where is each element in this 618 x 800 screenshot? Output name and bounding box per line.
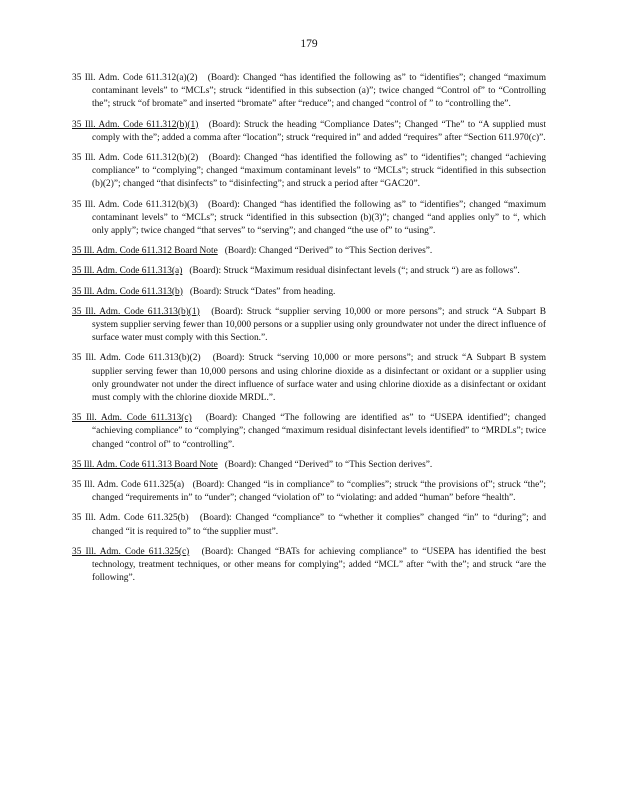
amendment-entry [72, 265, 546, 278]
entry-citation: 35 Ill. Adm. Code 611.313(b) [72, 286, 183, 297]
amendment-entry [72, 152, 546, 192]
entry-text: (Board): Struck “Dates” from heading. [189, 286, 336, 297]
entry-text: (Board): Changed “is in compliance” to “complies”; struck “the provisions of”; struck “the”; changed “requirements in” to “under”; changed “violation of” to “violating: and added “human” before “health”. [92, 480, 547, 504]
entry-text: (Board): Struck the heading “Compliance Dates”; Changed “The” to “A supplied must comply with the”; added a comma after “location”; struck “required in” and added “requires” after “Section 611.970(c)”. [92, 119, 546, 143]
entry-text: (Board): Changed “has identified the following as” to “identifies”; changed “maximum contaminant levels” to “MCLs”; struck “identified in this subsection (a)”; twice changed “Control of” to “Controlling the”; struck “of bromate” and inserted “bromate” after “reduce”; and changed “control of ” to “controlling the”. [92, 73, 546, 110]
entry-citation: 35 Ill. Adm. Code 611.312 Board Note [72, 246, 218, 257]
amendment-entry [72, 459, 546, 472]
entry-citation: 35 Ill. Adm. Code 611.325(b) [72, 513, 189, 524]
entry-text: (Board): Struck “supplier serving 10,000 or more persons”; and struck “A Subpart B system supplier serving fewer than 10,000 persons or a supplier using only groundwater not under the direct influence of surface water must comply with this Section.”. [92, 306, 546, 344]
entry-citation: 35 Ill. Adm. Code 611.312(b)(1) [72, 119, 199, 130]
entry-text: (Board): Changed “The following are identified as” to “USEPA identified”; changed “achieving compliance” to “complying”; changed “maximum residual disinfectant levels identified” to “MRDLs”; twice changed “control of” to “controlling”. [92, 413, 546, 450]
amendment-entry [72, 245, 546, 258]
entry-citation: 35 Ill. Adm. Code 611.313 Board Note [72, 459, 218, 470]
amendment-entry [72, 352, 546, 405]
amendment-entry [72, 199, 546, 239]
amendment-entry [72, 306, 546, 346]
amendment-entry [72, 512, 546, 538]
entry-citation: 35 Ill. Adm. Code 611.313(b)(1) [72, 306, 200, 317]
entry-text: (Board): Changed “has identified the following as” to “identifies”; changed “achieving compliance” to “complying”; changed “maximum contaminant levels” to “MCLs”; struck “identified in this subsection (b)(2)”; changed “that disinfects” to “disinfecting”; and struck a period after “GAC20”. [92, 153, 547, 190]
amendment-entry [72, 119, 546, 145]
entry-text: (Board): Changed “BATs for achieving compliance” to “USEPA has identified the best technology, treatment techniques, or other means for complying”; added “MCL” after “with the”; and struck “are the following”. [92, 546, 547, 584]
entry-citation: 35 Ill. Adm. Code 611.312(a)(2) [72, 73, 198, 83]
entry-text: (Board): Changed “has identified the following as” to “identifies”; changed “maximum contaminant levels” to “MCLs”; struck “identified in this subsection (b)(3)”; changed “and applies only” to “, which only apply”; twice changed “that serves” to “serving”; and changed “the use of” to “using”. [92, 199, 546, 237]
amendment-entry [72, 72, 546, 112]
amendment-list [72, 72, 546, 593]
entry-text: (Board): Changed “compliance” to “whether it complies” changed “in” to “during”; and changed “it is required to” to “the supplier must”. [92, 513, 547, 537]
entry-citation: 35 Ill. Adm. Code 611.325(a) [72, 480, 185, 491]
entry-text: (Board): Changed “Derived” to “This Section derives”. [224, 459, 433, 470]
entry-citation: 35 Ill. Adm. Code 611.313(b)(2) [72, 353, 201, 364]
amendment-entry [72, 412, 546, 452]
entry-text: (Board): Struck “Maximum residual disinfectant levels (“; and struck “) are as follows”. [189, 266, 520, 277]
amendment-entry [72, 286, 546, 299]
amendment-entry [72, 546, 546, 586]
entry-text: (Board): Changed “Derived” to “This Section derives”. [224, 246, 433, 257]
amendment-entry [72, 479, 546, 505]
entry-text: (Board): Struck “serving 10,000 or more persons”; and struck “A Subpart B system supplier serving fewer than 10,000 persons and using chlorine dioxide as a disinfectant or oxidant or a supplier using only groundwater not under the direct influence of surface water and using chlorine dioxide as a disinfectant or oxidant must comply with the chlorine dioxide MRDL.”. [92, 353, 547, 404]
entry-citation: 35 Ill. Adm. Code 611.313(a) [72, 266, 183, 277]
entry-citation: 35 Ill. Adm. Code 611.325(c) [72, 546, 190, 557]
entry-citation: 35 Ill. Adm. Code 611.313(c) [72, 413, 192, 424]
entry-citation: 35 Ill. Adm. Code 611.312(b)(2) [72, 153, 199, 164]
page-number: 179 [300, 38, 318, 50]
entry-citation: 35 Ill. Adm. Code 611.312(b)(3) [72, 199, 198, 210]
